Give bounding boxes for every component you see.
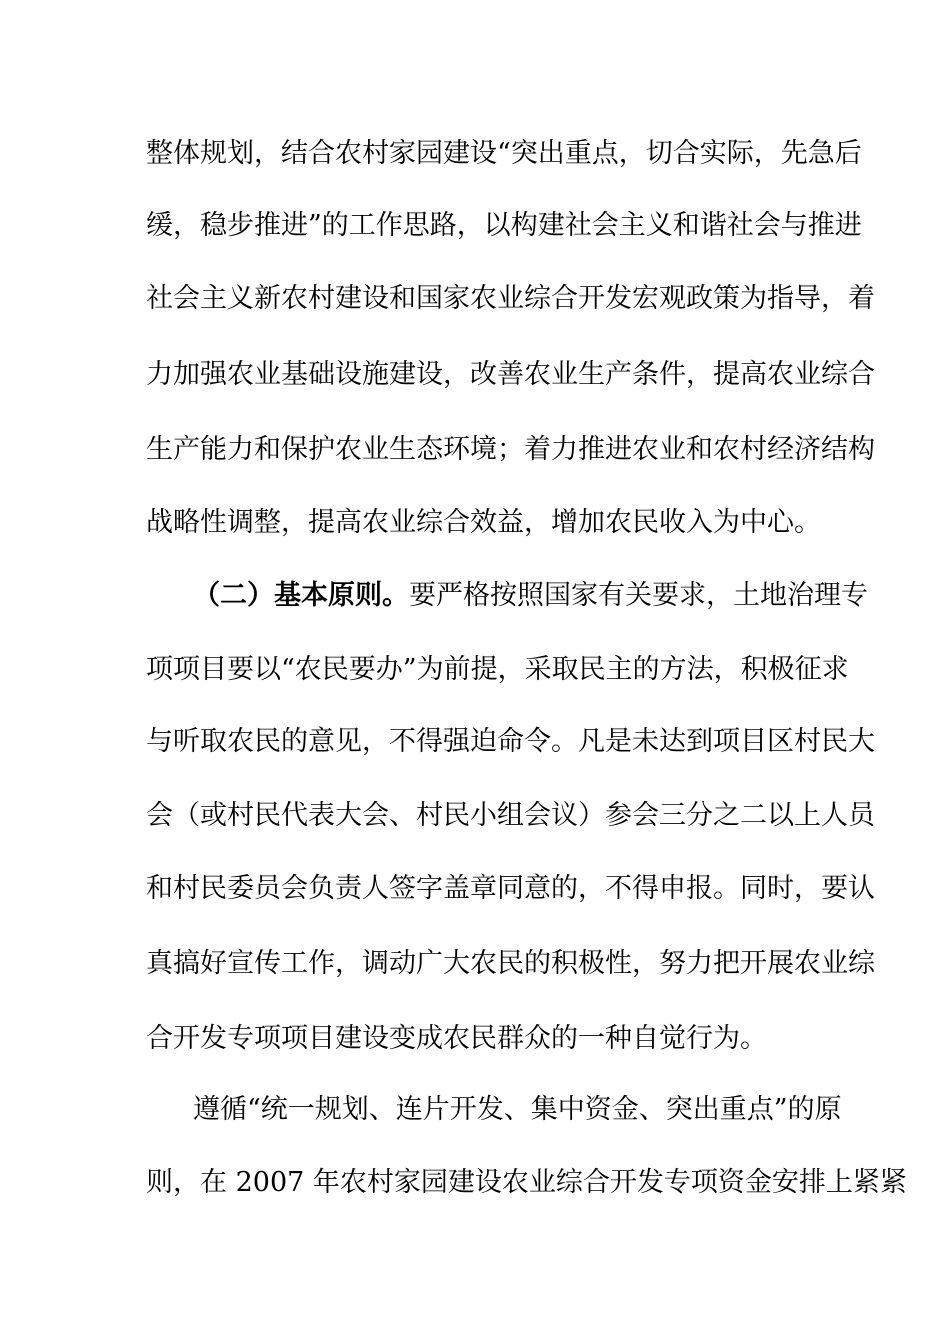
section-heading-text: 要严格按照国家有关要求，土地治理专 <box>409 580 868 611</box>
paragraph-line: 真搞好宣传工作，调动广大农民的积极性，努力把开展农业综 <box>146 948 875 979</box>
section-heading: （二）基本原则。 <box>193 580 409 611</box>
paragraph-line: 整体规划，结合农村家园建设“突出重点，切合实际，先急后 <box>146 138 862 169</box>
paragraph-line: 社会主义新农村建设和国家农业综合开发宏观政策为指导，着 <box>146 283 875 314</box>
paragraph-line: 会（或村民代表大会、村民小组会议）参会三分之二以上人员 <box>146 800 875 831</box>
paragraph-line: 战略性调整，提高农业综合效益，增加农民收入为中心。 <box>146 507 821 538</box>
paragraph-line: 力加强农业基础设施建设，改善农业生产条件，提高农业综合 <box>146 359 875 390</box>
paragraph-line: 遵循“统一规划、连片开发、集中资金、突出重点”的原 <box>193 1094 842 1125</box>
paragraph-line: 缓，稳步推进”的工作思路，以构建社会主义和谐社会与推进 <box>146 210 862 241</box>
paragraph-line: 生产能力和保护农业生态环境；着力推进农业和农村经济结构 <box>146 434 875 465</box>
paragraph-line: 合开发专项项目建设变成农民群众的一种自觉行为。 <box>146 1023 767 1054</box>
paragraph-line: 项项目要以“农民要办”为前提，采取民主的方法，积极征求 <box>146 654 849 685</box>
paragraph-line: 与听取农民的意见，不得强迫命令。凡是未达到项目区村民大 <box>146 726 875 757</box>
paragraph-line: 则，在 2007 年农村家园建设农业综合开发专项资金安排上紧紧 <box>146 1167 907 1198</box>
section-heading-line <box>193 576 868 616</box>
paragraph-line: 和村民委员会负责人签字盖章同意的，不得申报。同时，要认 <box>146 873 875 904</box>
